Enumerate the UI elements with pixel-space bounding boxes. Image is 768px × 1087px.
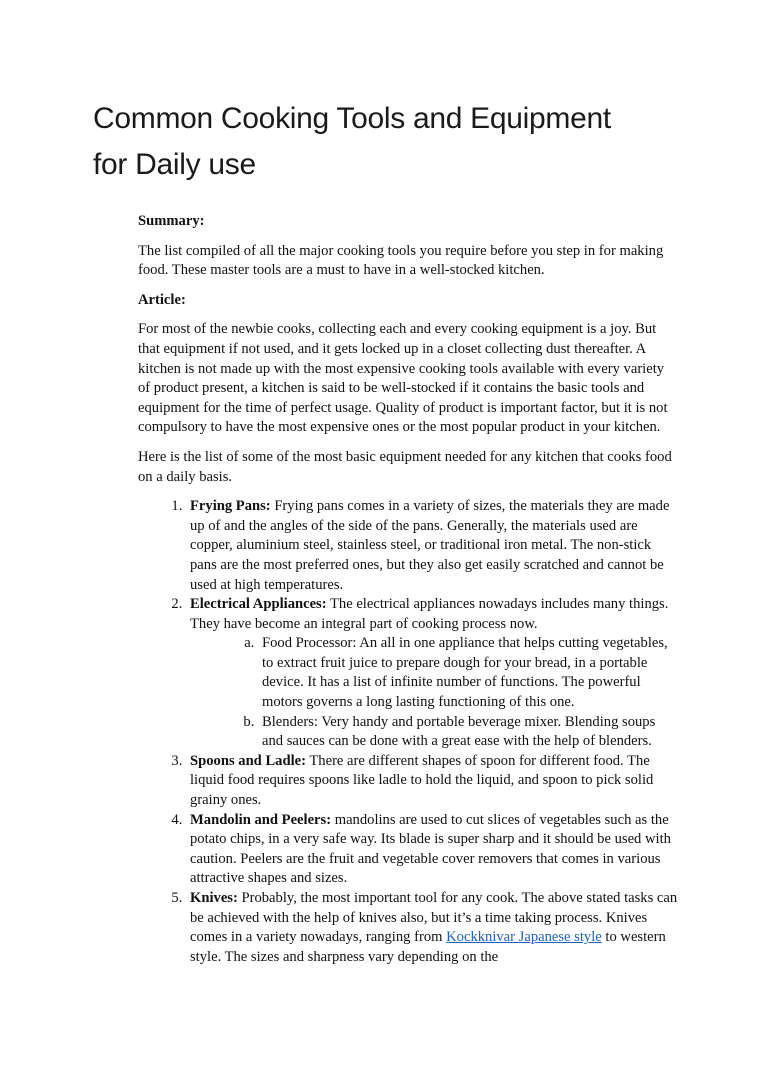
summary-heading: Summary: <box>138 213 205 229</box>
item-term: Frying Pans: <box>190 498 271 515</box>
document-title <box>93 96 713 188</box>
list-item-frying-pans <box>186 497 678 595</box>
summary-text: The list compiled of all the major cooking tools you require before you step in for making food. These master tools are a must to have in a well-stocked kitchen. <box>138 242 664 279</box>
title-line-1: Common Cooking Tools and Equipment <box>93 102 611 135</box>
item-text: Frying pans comes in a variety of sizes, the materials they are made up of and the angles of the side of the pans. Generally, the materials used are copper, aluminium steel, stainless steel, or traditional iron metal. The non-stick pans are the most preferred ones, but they also get easily scratched and cannot be used at high temperatures. <box>190 498 670 593</box>
appliances-sublist <box>190 634 678 752</box>
article-paragraph-1: For most of the newbie cooks, collecting each and every cooking equipment is a joy. But that equipment if not used, and it gets locked up in a closet collecting dust thereafter. A kitchen is not made up with the most expensive cooking tools available with every variety of product present, a kitchen is said to be well-stocked if it contains the basic tools and equipment for the time of perfect usage. Quality of product is important factor, but it is not compulsory to have the most expensive ones or the most popular product in your kitchen. <box>138 321 668 436</box>
item-term: Spoons and Ladle: <box>190 752 306 769</box>
list-item-spoons-ladle <box>186 752 678 811</box>
article-paragraph-2: Here is the list of some of the most basic equipment needed for any kitchen that cooks food on a daily basis. <box>138 448 672 485</box>
list-item-knives <box>186 889 678 967</box>
item-text-continued: to western style. The sizes and sharpness vary depending on the <box>190 929 666 965</box>
kockknivar-link[interactable]: Kockknivar Japanese style <box>446 929 602 946</box>
item-term: Electrical Appliances: <box>190 596 327 613</box>
item-text: The electrical appliances nowadays includes many things. They have become an integral part of cooking process now. <box>190 596 669 632</box>
list-item-electrical-appliances <box>186 595 678 752</box>
item-text: There are different shapes of spoon for different food. The liquid food requires spoons like ladle to hold the liquid, and spoon to pick solid grainy ones. <box>190 752 654 809</box>
item-term: Knives: <box>190 890 238 906</box>
list-item-mandolin-peelers <box>186 811 678 889</box>
item-term: Mandolin and Peelers: <box>190 811 332 828</box>
article-heading: Article: <box>138 291 186 308</box>
item-text: Probably, the most important tool for any cook. The above stated tasks can be achieved with the help of knives also, but it’s a time taking process. Knives comes in a variety nowadays, ranging from <box>190 890 678 946</box>
sublist-item-blenders: b. Blenders: Very handy and portable beverage mixer. Blending soups and sauces can be done with a great ease with the help of blenders. <box>258 713 678 752</box>
document-body <box>138 212 678 967</box>
equipment-list <box>138 497 678 967</box>
title-line-2: for Daily use <box>93 148 256 181</box>
item-text: mandolins are used to cut slices of vegetables such as the potato chips, in a very safe way. Its blade is super sharp and it should be used with caution. Peelers are the fruit and vegetable cover removers that comes in various attractive shapes and sizes. <box>190 811 671 887</box>
sublist-item-food-processor: a. Food Processor: An all in one appliance that helps cutting vegetables, to extract fruit juice to prepare dough for your bread, in a portable device. It has a list of infinite number of functions. The powerful motors governs a long lasting functioning of this one. <box>258 634 678 712</box>
